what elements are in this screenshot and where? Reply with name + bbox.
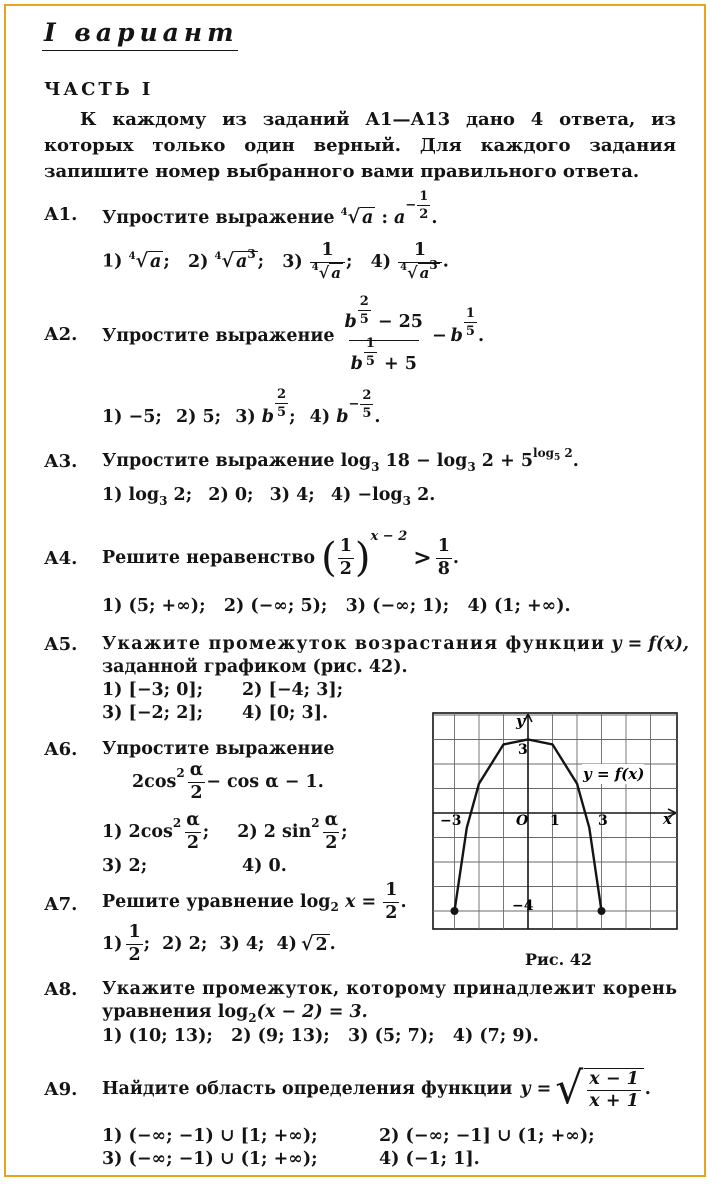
num: 1 [128, 922, 141, 942]
end: 2; [167, 485, 193, 505]
end: ; [341, 822, 348, 842]
num: α [186, 810, 200, 830]
task-a5-option-1: 1) [−3; 0]; [102, 680, 204, 700]
task-a2-label: А2. [44, 324, 78, 345]
end: . [477, 326, 485, 346]
task-a6-option-3: 3) 2; [102, 856, 148, 876]
end: . [452, 548, 459, 568]
option-1: 1) [102, 251, 123, 272]
task-a7-prompt [102, 882, 407, 922]
task-a7-label: А7. [44, 894, 78, 915]
pow-d: 5 [362, 406, 372, 421]
task-a6-label: А6. [44, 739, 78, 760]
end: 2. [411, 485, 436, 505]
exp: x − 2 [370, 528, 408, 544]
eq-sub: 2 [248, 1011, 257, 1025]
task-a9-option-2: 2) (−∞; −1] ∪ (1; +∞); [379, 1126, 595, 1146]
task-a8-options: 1) (10; 13); 2) (9; 13); 3) (5; 7); 4) (7; 9). [102, 1026, 539, 1046]
end: ; [289, 407, 296, 427]
opt1-root: $^4$√ a [128, 249, 162, 272]
rad: a [331, 263, 342, 282]
end: . [374, 407, 381, 427]
task-a6-prompt: Упростите выражение [102, 739, 335, 759]
sup-log: log [533, 446, 554, 460]
task-a9-prompt-text: Найдите область определения функции [102, 1079, 513, 1099]
option-4: 4) [370, 251, 392, 272]
p3: 2 + 5 [475, 451, 534, 471]
tail-pow-n: 1 [465, 305, 475, 321]
tail-pow-d: 5 [465, 323, 475, 339]
task-a6-expr [132, 762, 324, 802]
task-a5-option-2: 2) [−4; 3]; [242, 680, 344, 700]
idx: 4 [214, 250, 222, 262]
task-a9-option-4: 4) (−1; 1]. [379, 1149, 480, 1169]
part-title: ЧАСТЬ I [44, 79, 154, 100]
tail-base: b [450, 326, 463, 346]
log: log [299, 892, 331, 912]
option-2: 2) 2 sin [237, 822, 312, 842]
end: . [329, 934, 336, 954]
den-pow-d: 5 [365, 353, 375, 369]
num: 1 [321, 240, 334, 260]
pow-n: 2 [277, 387, 287, 402]
den: 2 [128, 944, 141, 965]
fn: y = [520, 1079, 552, 1099]
rhs-den: 8 [437, 558, 450, 579]
tick-yneg4: −4 [512, 898, 534, 914]
end: . [572, 451, 579, 471]
sign: − [348, 397, 360, 412]
coef: 2cos [132, 772, 177, 792]
option-3: 3) 4; [219, 934, 265, 954]
option-2: 2) 0; [208, 485, 254, 505]
option-1: 1) 2cos [102, 822, 173, 842]
task-a9-prompt: Найдите область определения функции y = √ $\frac{x - 1}{x + 1}$ . [102, 1063, 651, 1114]
opt4-frac: $\frac{1}{^4√ a^3}$ [398, 242, 442, 282]
task-a3-prompt-text: Упростите выражение [102, 451, 335, 471]
rad: a [419, 263, 430, 282]
option-3: 3) [235, 407, 256, 427]
task-a2-frac [342, 293, 425, 380]
task-a1-root: $^4$√ a [340, 206, 374, 228]
task-a3-label: А3. [44, 451, 78, 472]
task-a4-prompt-text: Решите неравенство [102, 548, 316, 568]
exp-frac [417, 190, 430, 221]
end: . [644, 1079, 651, 1099]
end: ; [143, 934, 151, 954]
s2: 3 [467, 460, 476, 474]
sup-sub: 5 [553, 453, 561, 463]
num-pow-d: 5 [359, 311, 369, 327]
tick-origin: O [516, 813, 529, 829]
pow: 3 [429, 257, 438, 272]
task-a7-prompt-text: Решите уравнение [102, 892, 294, 912]
sub: 3 [159, 494, 168, 508]
num: 1 [413, 240, 427, 260]
exp-sign: − [405, 198, 417, 213]
num-pow-n: 2 [359, 293, 369, 309]
pow: 2 [176, 766, 185, 780]
den-rest: + 5 [377, 353, 417, 374]
p2: 18 − log [379, 451, 468, 471]
num: α [189, 760, 204, 780]
task-a9-option-3: 3) (−∞; −1) ∪ (1; +∞); [102, 1149, 318, 1169]
base-den: 2 [339, 558, 352, 579]
option-1: 1) [102, 934, 123, 954]
end: . [431, 208, 438, 228]
fn-label: y = f(x) [583, 765, 645, 783]
variant-underline [42, 50, 238, 51]
p1: log [340, 451, 372, 471]
tick-three: 3 [598, 813, 608, 829]
task-a2-prompt [102, 293, 485, 376]
o4-base: b [336, 407, 349, 427]
task-a7-options: 1) $\frac{1}{2}$ ; 2) 2; 3) 4; 4) √ 2 . [102, 922, 336, 965]
den: 2 [186, 832, 200, 853]
den-pow-n: 1 [365, 335, 375, 351]
option-1: 1) −5; [102, 407, 162, 427]
task-a9-option-1: 1) (−∞; −1) ∪ [1; +∞); [102, 1126, 318, 1146]
den-base: b [350, 353, 363, 374]
figure-caption: Рис. 42 [525, 950, 593, 969]
task-a5-option-4: 4) [0; 3]. [242, 703, 329, 723]
prompt-fn: y = f(x), [611, 634, 689, 654]
den: 2 [385, 902, 398, 923]
end: ; [257, 251, 265, 272]
task-a1-prompt-text: Упростите выражение [102, 208, 335, 228]
task-a1-label: А1. [44, 204, 78, 225]
num-base: b [344, 311, 357, 332]
endpoint-left [451, 907, 459, 915]
option-4: 4) [276, 934, 297, 954]
num: x − 1 [589, 1068, 639, 1089]
base: a [394, 208, 406, 228]
option-1: 1) log [102, 485, 160, 505]
s1: 3 [371, 460, 380, 474]
exp-num: 1 [419, 189, 429, 204]
o3-base: b [261, 407, 275, 427]
idx: 4 [400, 261, 408, 273]
task-a1-options [102, 242, 449, 282]
idx: 4 [128, 250, 136, 262]
den: 2 [190, 782, 203, 803]
task-a6-option-4: 4) 0. [242, 856, 287, 876]
task-a4-options: 1) (5; +∞); 2) (−∞; 5); 3) (−∞; 1); 4) (1; +∞). [102, 596, 571, 616]
base-num: 1 [339, 536, 352, 556]
end: ; [202, 822, 210, 842]
option-4: 4) [309, 407, 331, 427]
pow-n: 2 [362, 388, 372, 403]
task-a4-prompt: Решите неравенство ( $\frac{1}{2}$ ) x − 2 > $\frac{1}{8}$ . [102, 528, 459, 581]
colon: : [381, 208, 388, 228]
exp-den: 2 [419, 207, 429, 222]
tail-minus: − [431, 326, 447, 346]
task-a8-label: А8. [44, 979, 78, 1000]
option-4: 4) −log [330, 485, 403, 505]
variant-title: I вариант [44, 18, 239, 47]
option-3: 3) [282, 251, 303, 272]
task-a9-label: А9. [44, 1079, 78, 1100]
pow: 2 [311, 816, 320, 830]
axis-x-label: x [663, 810, 672, 828]
eq-log: log [211, 1002, 249, 1022]
var: x = [338, 892, 383, 912]
num: α [324, 810, 339, 830]
end: ; [163, 251, 170, 272]
task-a4-label: А4. [44, 548, 78, 569]
task-a2-options [102, 387, 381, 434]
eq-rest: (x − 2) = 3. [256, 1002, 368, 1022]
pow: 2 [172, 816, 182, 830]
num: 1 [385, 880, 398, 900]
pow-d: 5 [277, 405, 287, 420]
option-2: 2) [187, 251, 209, 272]
end: . [400, 892, 407, 912]
rest: − cos α − 1. [206, 772, 324, 792]
end: . [442, 251, 449, 272]
prompt-line1: Укажите промежуток возрастания функции [102, 634, 606, 654]
task-a8-prompt-line2 [102, 1002, 368, 1025]
opt3-frac: $\frac{1}{^4√ a}$ [310, 242, 345, 282]
num-rest: − 25 [371, 311, 423, 332]
radicand: a [362, 208, 374, 228]
den: x + 1 [589, 1091, 639, 1111]
gt: > [413, 545, 432, 571]
rhs-num: 1 [437, 536, 450, 556]
task-a5-prompt-line2: заданной графиком (рис. 42). [102, 657, 408, 677]
axis-y-label: y [516, 712, 525, 730]
task-a3-options [102, 485, 436, 508]
idx: 4 [311, 261, 319, 273]
task-a2-prompt-text: Упростите выражение [102, 326, 335, 346]
endpoint-right [598, 907, 606, 915]
sup-arg: 2 [560, 446, 573, 460]
sub: 3 [402, 494, 411, 508]
root-index: 4 [340, 207, 348, 218]
tick-one: 1 [550, 813, 560, 829]
rad: 2 [315, 935, 328, 955]
den: 2 [325, 832, 338, 853]
task-a1-prompt [102, 189, 438, 235]
task-a8-prompt-line1: Укажите промежуток, которому принадлежит корень [102, 979, 678, 999]
task-a5-prompt-line1 [102, 634, 689, 654]
figure-42-graph [432, 712, 678, 930]
page [4, 4, 706, 1177]
option-2: 2) 2; [162, 934, 208, 954]
option-3: 3) 4; [269, 485, 315, 505]
task-a3-prompt [102, 446, 579, 474]
task-a5-option-3: 3) [−2; 2]; [102, 703, 204, 723]
rad: a [150, 251, 162, 272]
tick-neg3: −3 [440, 813, 462, 829]
option-2: 2) 5; [175, 407, 222, 427]
sub: 2 [330, 900, 339, 914]
task-a6-options-row1 [102, 812, 348, 852]
pow: 3 [247, 246, 256, 261]
tick-y3: 3 [518, 742, 528, 758]
instructions: К каждому из заданий А1—А13 дано 4 ответа, из которых только один верный. Для каждого задания запишите номер выбранного вами правильного ответа. [44, 109, 676, 182]
rad: a [235, 251, 248, 272]
opt2-root: $^4$√ $a^3$ [214, 246, 256, 272]
prompt-line2: уравнения [102, 1002, 212, 1022]
task-a5-label: А5. [44, 634, 78, 655]
end: ; [346, 251, 353, 272]
